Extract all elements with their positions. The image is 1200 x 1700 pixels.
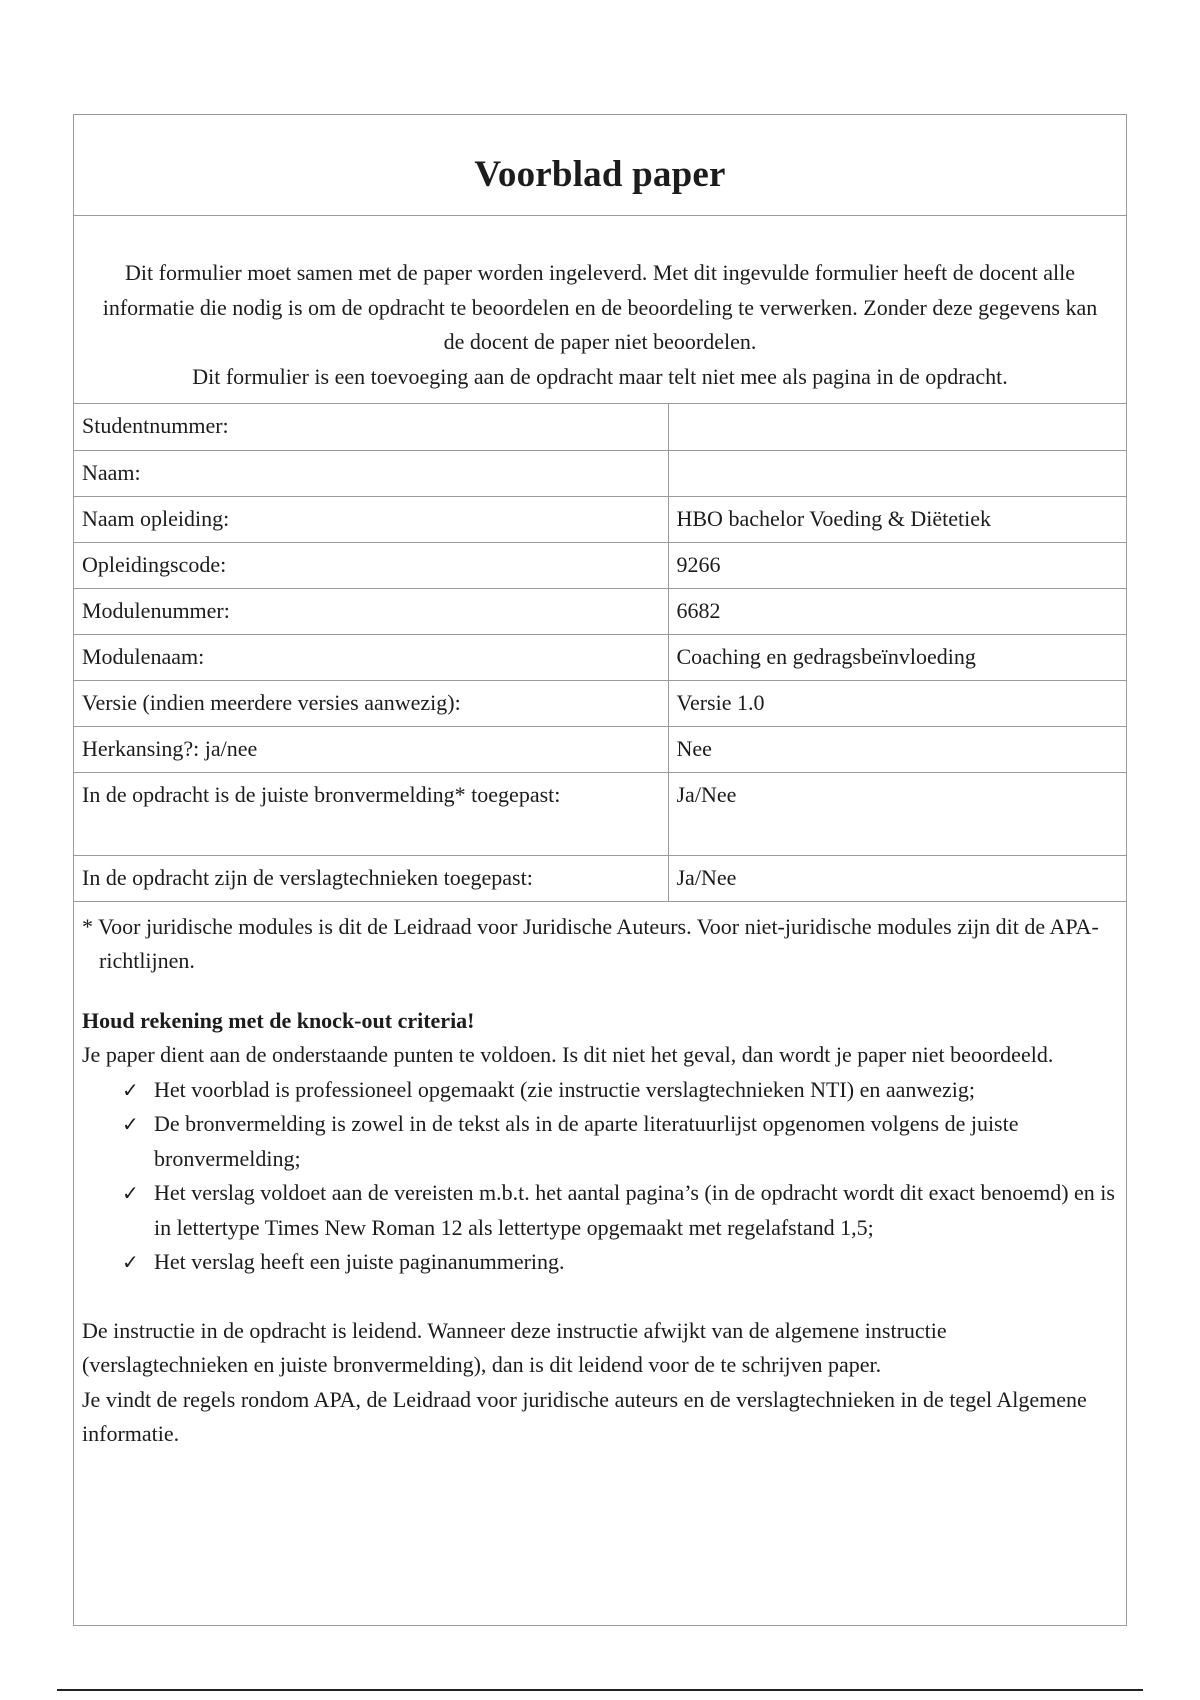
checkmark-icon: ✓: [122, 1181, 139, 1205]
list-item: [122, 1107, 1118, 1176]
table-row: [74, 450, 1126, 496]
knockout-intro: Je paper dient aan de onderstaande punten te voldoen. Is dit niet het geval, dan wordt je paper niet beoordeeld.: [82, 1042, 1054, 1067]
table-row: [74, 542, 1126, 588]
table-row: [74, 404, 1126, 450]
list-item: [122, 1176, 1118, 1245]
field-value-herkansing[interactable]: Nee: [668, 726, 1126, 772]
checkmark-icon: ✓: [122, 1077, 139, 1102]
field-label-naam: Naam:: [74, 450, 668, 496]
intro-text: [74, 216, 1126, 404]
list-item: [122, 1245, 1118, 1280]
field-value-bronvermelding[interactable]: Ja/Nee: [668, 772, 1126, 855]
table-row: [74, 772, 1126, 855]
field-label-naam-opleiding: Naam opleiding:: [74, 496, 668, 542]
criterion-text: Het voorblad is professioneel opgemaakt (zie instructie verslagtechnieken NTI) en aanwezig;: [154, 1076, 976, 1102]
footer-divider: [57, 1689, 1143, 1691]
checkmark-icon: ✓: [122, 1250, 139, 1274]
field-value-opleidingscode: 9266: [668, 542, 1126, 588]
intro-paragraph: Dit formulier moet samen met de paper worden ingeleverd. Met dit ingevulde formulier heeft de docent alle informatie die nodig is om de opdracht te beoordelen en de beoordeling te verwerken. Zonder deze gegevens kan de docent de paper niet beoordelen.: [102, 260, 1098, 354]
table-row: [74, 588, 1126, 634]
table-row: [74, 496, 1126, 542]
info-table: [74, 404, 1126, 902]
field-label-herkansing: Herkansing?: ja/nee: [74, 726, 668, 772]
table-row: [74, 680, 1126, 726]
field-value-modulenummer: 6682: [668, 588, 1126, 634]
page-title: Voorblad paper: [474, 153, 726, 195]
table-row: [74, 726, 1126, 772]
field-value-naam-opleiding: HBO bachelor Voeding & Diëtetiek: [668, 496, 1126, 542]
list-item: [122, 1073, 1118, 1108]
checkmark-icon: ✓: [122, 1112, 139, 1136]
field-value-studentnummer[interactable]: [668, 404, 1126, 450]
field-label-opleidingscode: Opleidingscode:: [74, 542, 668, 588]
criterion-text: Het verslag heeft een juiste paginanummering.: [154, 1249, 565, 1274]
field-label-modulenaam: Modulenaam:: [74, 634, 668, 680]
table-row: [74, 855, 1126, 901]
field-value-modulenaam: Coaching en gedragsbeïnvloeding: [668, 634, 1126, 680]
footnote: * Voor juridische modules is dit de Leidraad voor Juridische Auteurs. Voor niet-juridische modules zijn dit de APA-richtlijnen.: [82, 913, 1099, 973]
notes-section: [74, 902, 1126, 1452]
title-row: [74, 115, 1126, 216]
closing-paragraph: De instructie in de opdracht is leidend. Wanneer deze instructie afwijkt van de algemene instructie (verslagtechnieken en juiste bronvermelding), dan is dit leidend voor de te schrijven paper.: [82, 1317, 947, 1377]
knockout-heading: Houd rekening met de knock-out criteria!: [82, 1007, 475, 1033]
table-row: [74, 634, 1126, 680]
field-label-modulenummer: Modulenummer:: [74, 588, 668, 634]
knockout-criteria-list: [82, 1073, 1118, 1280]
field-label-bronvermelding: In de opdracht is de juiste bronvermelding* toegepast:: [74, 772, 668, 855]
closing-note: Je vindt de regels rondom APA, de Leidraad voor juridische auteurs en de verslagtechnieken in de tegel Algemene informatie.: [82, 1386, 1087, 1446]
criterion-text: Het verslag voldoet aan de vereisten m.b.t. het aantal pagina’s (in de opdracht wordt dit exact benoemd) en is in lettertype Times New Roman 12 als lettertype opgemaakt met regelafstand 1,5;: [154, 1180, 1115, 1240]
cover-form: [73, 114, 1127, 1626]
field-value-naam[interactable]: [668, 450, 1126, 496]
field-label-verslagtechnieken: In de opdracht zijn de verslagtechnieken toegepast:: [74, 855, 668, 901]
field-value-versie: Versie 1.0: [668, 680, 1126, 726]
field-value-verslagtechnieken[interactable]: Ja/Nee: [668, 855, 1126, 901]
field-label-studentnummer: Studentnummer:: [74, 404, 668, 450]
field-label-versie: Versie (indien meerdere versies aanwezig):: [74, 680, 668, 726]
criterion-text: De bronvermelding is zowel in de tekst als in de aparte literatuurlijst opgenomen volgens de juiste bronvermelding;: [154, 1111, 1019, 1171]
intro-note: Dit formulier is een toevoeging aan de opdracht maar telt niet mee als pagina in de opdracht.: [192, 363, 1008, 389]
